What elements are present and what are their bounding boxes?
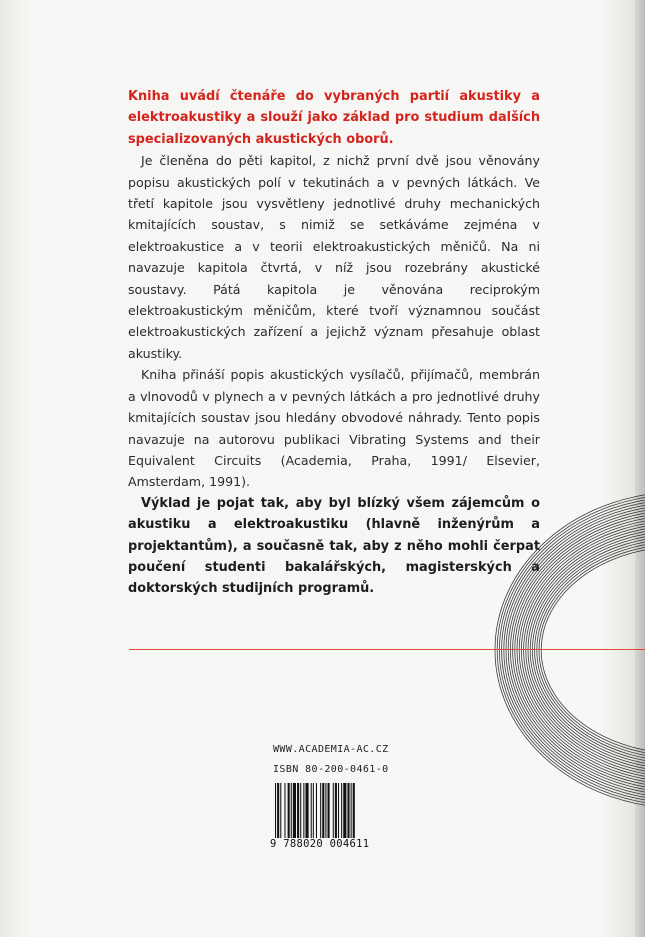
audience-paragraph: Výklad je pojat tak, aby byl blízký všem zájemcům o akustiku a elektroakustiku (hlavně inženýrům a projektantům), a současně tak, aby z něho mohli čerpat poučení studenti bakalářských, magisterských a doktorských studijních programů. [128,495,540,597]
publisher-website: WWW.ACADEMIA-AC.CZ [273,744,389,755]
isbn-number: ISBN 80-200-0461-0 [273,764,389,775]
barcode-bar [293,783,296,839]
content-paragraph: Kniha přináší popis akustických vysílačů, přijímačů, membrán a vlnovodů v plynech a v pevných látkách a pro jednotlivé druhy kmitajících soustav jsou hledány obvodové náhrady. Tento popis navazuje na autorovu publikaci Vibrating Systems and their Equivalent Circuits (Academia, Praha, 1991/ Elsevier, Amsterdam, 1991). [128,367,540,490]
barcode-bar [311,783,312,839]
barcode-bar [338,783,339,839]
barcode-bar [305,783,308,839]
barcode-bar [280,783,281,839]
barcode-bar [335,783,337,839]
barcode-bar [347,783,349,839]
barcode-bar [284,783,285,839]
barcode-bar [341,783,342,839]
barcode-bar [328,783,330,839]
barcode-bar [343,783,346,839]
barcode-digits: 9 788020 004611 [270,838,410,850]
barcode-bar [320,783,321,839]
barcode-bar [300,783,301,839]
chapters-paragraph: Je členěna do pěti kapitol, z nichž první dvě jsou věnovány popisu akustických polí v tekutinách a v pevných látkách. Ve třetí kapitole jsou vysvětleny jednotlivé druhy mechanických kmitajících soustav, s nimiž se setkáváme zejména v elektroakustice a v teorii elektroakustických měničů. Na ni navazuje kapitola čtvrtá, v níž jsou rozebrány akustické soustavy. Pátá kapitola je věnována reciprokým elektroakustickým měničům, které tvoří významnou součást elektroakustických zařízení a jejichž význam přesahuje oblast akustiky. [128,153,540,361]
red-divider-line [129,649,645,650]
barcode-bar [325,783,326,839]
barcode-bar [351,783,352,839]
intro-paragraph: Kniha uvádí čtenáře do vybraných partií akustiky a elektroakustiky a slouží jako základ pro studium dalších specializovaných akustických oborů. [128,89,540,147]
barcode-bar [322,783,324,839]
barcode-bar [297,783,299,839]
barcode-bar [303,783,304,839]
barcode-bar [333,783,334,839]
barcode-bar [288,783,290,839]
barcode-bar [291,783,292,839]
barcode-bar [313,783,314,839]
